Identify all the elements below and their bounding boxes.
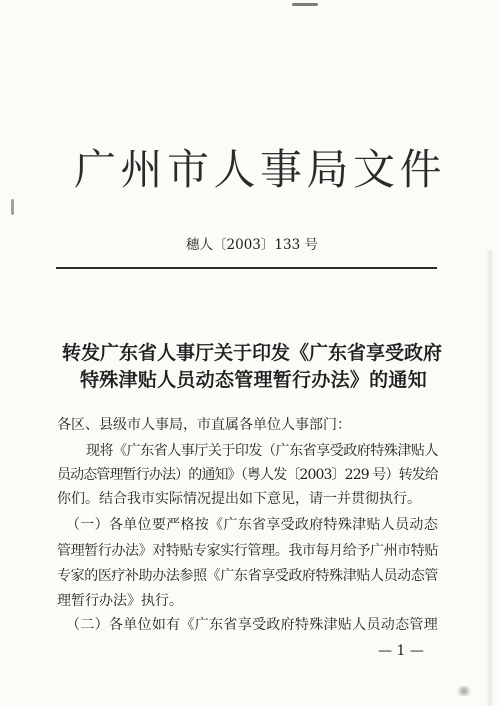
- body-line: （二）各单位如有《广东省享受政府特殊津贴人员动态管理: [66, 617, 438, 633]
- document-header: 广州市人事局文件: [74, 145, 446, 194]
- document-number: 穗人〔2003〕133 号: [186, 237, 318, 253]
- body-line: 员动态管理暂行办法）的通知》（粤人发〔2003〕229 号）转发给: [57, 467, 438, 483]
- salutation: 各区、县级市人事局，市直属各单位人事部门：: [57, 417, 351, 433]
- document-title-line-2: 特殊津贴人员动态管理暂行办法》的通知: [80, 369, 427, 391]
- body-line: （一）各单位要严格按《广东省享受政府特殊津贴人员动态: [66, 517, 438, 533]
- body-line: 理暂行办法》执行。: [57, 593, 183, 609]
- scan-mark-left: [11, 199, 14, 215]
- body-line: 现将《广东省人事厅关于印发（广东省享受政府特殊津贴人: [86, 443, 438, 459]
- scan-speck: [455, 686, 473, 696]
- body-line: 你们。结合我市实际情况提出如下意见，请一并贯彻执行。: [57, 491, 421, 507]
- header-rule: [56, 267, 437, 269]
- page-number: — 1 —: [378, 643, 424, 659]
- body-line: 专家的医疗补助办法参照《广东省享受政府特殊津贴人员动态管: [57, 568, 438, 584]
- document-title-line-1: 转发广东省人事厅关于印发《广东省享受政府: [62, 342, 442, 364]
- scan-edge-shadow: [486, 250, 494, 706]
- scan-mark-top: [292, 3, 318, 6]
- body-line: 管理暂行办法》对特贴专家实行管理。我市每月给予广州市特贴: [57, 543, 438, 559]
